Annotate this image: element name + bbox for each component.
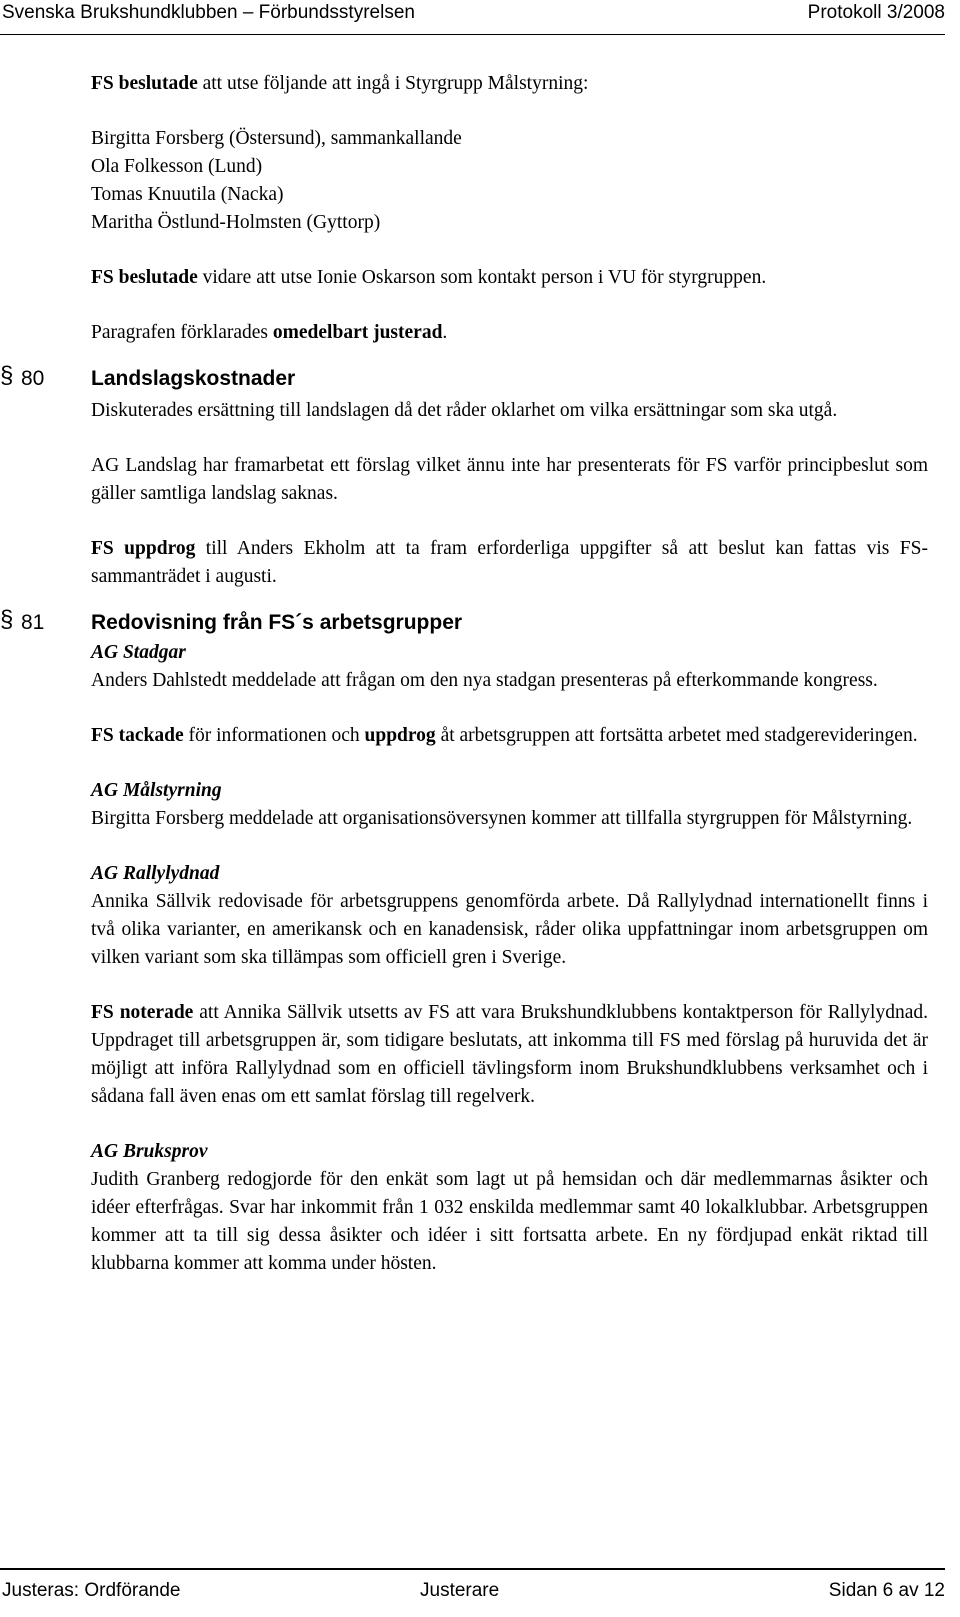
paragraph: AG Landslag har framarbetat ett förslag vilket ännu inte har presenterats för FS varför principbeslut som gäller samtliga landslag saknas.	[91, 455, 928, 504]
section-number: 80	[21, 367, 45, 390]
member-list	[91, 125, 928, 237]
footer-justeras: Justeras: Ordförande	[2, 1580, 181, 1601]
decision-bold: FS noterade	[91, 1002, 194, 1023]
subsection-title: AG Bruksprov	[91, 1141, 208, 1162]
section-80	[0, 362, 928, 591]
decision-bold: FS beslutade	[91, 267, 198, 288]
header-organization: Svenska Brukshundklubben – Förbundsstyrelsen	[2, 2, 415, 23]
subsection-title: AG Stadgar	[91, 642, 186, 663]
section-number: 81	[21, 611, 45, 634]
decision-text: till Anders Ekholm att ta fram erforderliga uppgifter så att beslut kan fattas vis FS-sammanträdet i augusti.	[91, 538, 928, 587]
footer-justerare: Justerare	[420, 1580, 500, 1601]
list-item: Birgitta Forsberg (Östersund), sammankallande	[91, 128, 462, 149]
list-item: Maritha Östlund-Holmsten (Gyttorp)	[91, 212, 381, 233]
paragraph: Anders Dahlstedt meddelade att frågan om den nya stadgan presenteras på efterkommande kongress.	[91, 670, 878, 691]
justification-paragraph	[91, 319, 928, 347]
subsection-title: AG Rallylydnad	[91, 863, 220, 884]
decision-bold: FS beslutade	[91, 73, 198, 94]
decision-bold: uppdrog	[364, 725, 436, 746]
justification-end: .	[442, 322, 448, 343]
decision-paragraph	[91, 999, 928, 1111]
decision-text: att Annika Sällvik utsetts av FS att vara Brukshundklubbens kontaktperson för Rallylydnad. Uppdraget till arbetsgruppen är, som tidigare beslutats, att inkomma till FS med förslag på huruvida det är möjligt att införa Rallylydnad som en officiell tävlingsform inom Brukshundklubbens verksamhet och i sådana fall även enas om ett samlat förslag till regelverk.	[91, 1002, 928, 1107]
footer-page-number: Sidan 6 av 12	[828, 1580, 945, 1601]
list-item: Ola Folkesson (Lund)	[91, 156, 263, 177]
decision-bold: FS uppdrog	[91, 538, 196, 559]
decision-text: för informationen och	[183, 725, 365, 746]
paragraph: Diskuterades ersättning till landslagen då det råder oklarhet om vilka ersättningar som ska utgå.	[91, 400, 838, 421]
paragraph: Judith Granberg redogjorde för den enkät som lagt ut på hemsidan och där medlemmarnas åsikter och idéer efterfrågas. Svar har inkommit från 1 032 enskilda medlemmar samt 40 lokalklubbar. Arbetsgruppen kommer att ta till sig dessa åsikter och idéer i sitt fortsatta arbete. En ny fördjupad enkät riktad till klubbarna kommer att komma under hösten.	[91, 1169, 928, 1274]
decision-bold: FS tackade	[91, 725, 184, 746]
section-title: Redovisning från FS´s arbetsgrupper	[91, 611, 463, 634]
section-heading	[0, 606, 928, 639]
decision-text: åt arbetsgruppen att fortsätta arbetet med stadgerevideringen.	[435, 725, 918, 746]
page-footer	[0, 1568, 945, 1610]
decision-text: att utse följande att ingå i Styrgrupp Målstyrning:	[197, 73, 589, 94]
decision-paragraph	[91, 535, 928, 591]
section-heading	[0, 362, 928, 395]
paragraph-mark-icon: §	[0, 362, 14, 389]
justification-bold: omedelbart justerad	[272, 322, 443, 343]
decision-paragraph	[91, 264, 928, 292]
list-item: Tomas Knuutila (Nacka)	[91, 184, 284, 205]
decision-paragraph	[91, 70, 928, 98]
document-body	[0, 70, 928, 1278]
decision-text: vidare att utse Ionie Oskarson som kontakt person i VU för styrgruppen.	[197, 267, 767, 288]
paragraph: Annika Sällvik redovisade för arbetsgruppens genomförda arbete. Då Rallylydnad internationellt finns i två olika varianter, en amerikansk och en kanadensisk, råder olika uppfattningar inom arbetsgruppen om vilken variant som ska tillämpas som officiell gren i Sverige.	[91, 891, 928, 968]
page-header	[0, 0, 945, 35]
header-protocol-number: Protokoll 3/2008	[807, 2, 945, 23]
section-81	[0, 606, 928, 1278]
paragraph: Birgitta Forsberg meddelade att organisationsöversynen kommer att tillfalla styrgruppen för Målstyrning.	[91, 808, 913, 829]
paragraph-mark-icon: §	[0, 606, 14, 633]
subsection-title: AG Målstyrning	[91, 780, 222, 801]
justification-text: Paragrafen förklarades	[91, 322, 273, 343]
decision-paragraph	[91, 722, 928, 750]
section-title: Landslagskostnader	[91, 367, 296, 390]
